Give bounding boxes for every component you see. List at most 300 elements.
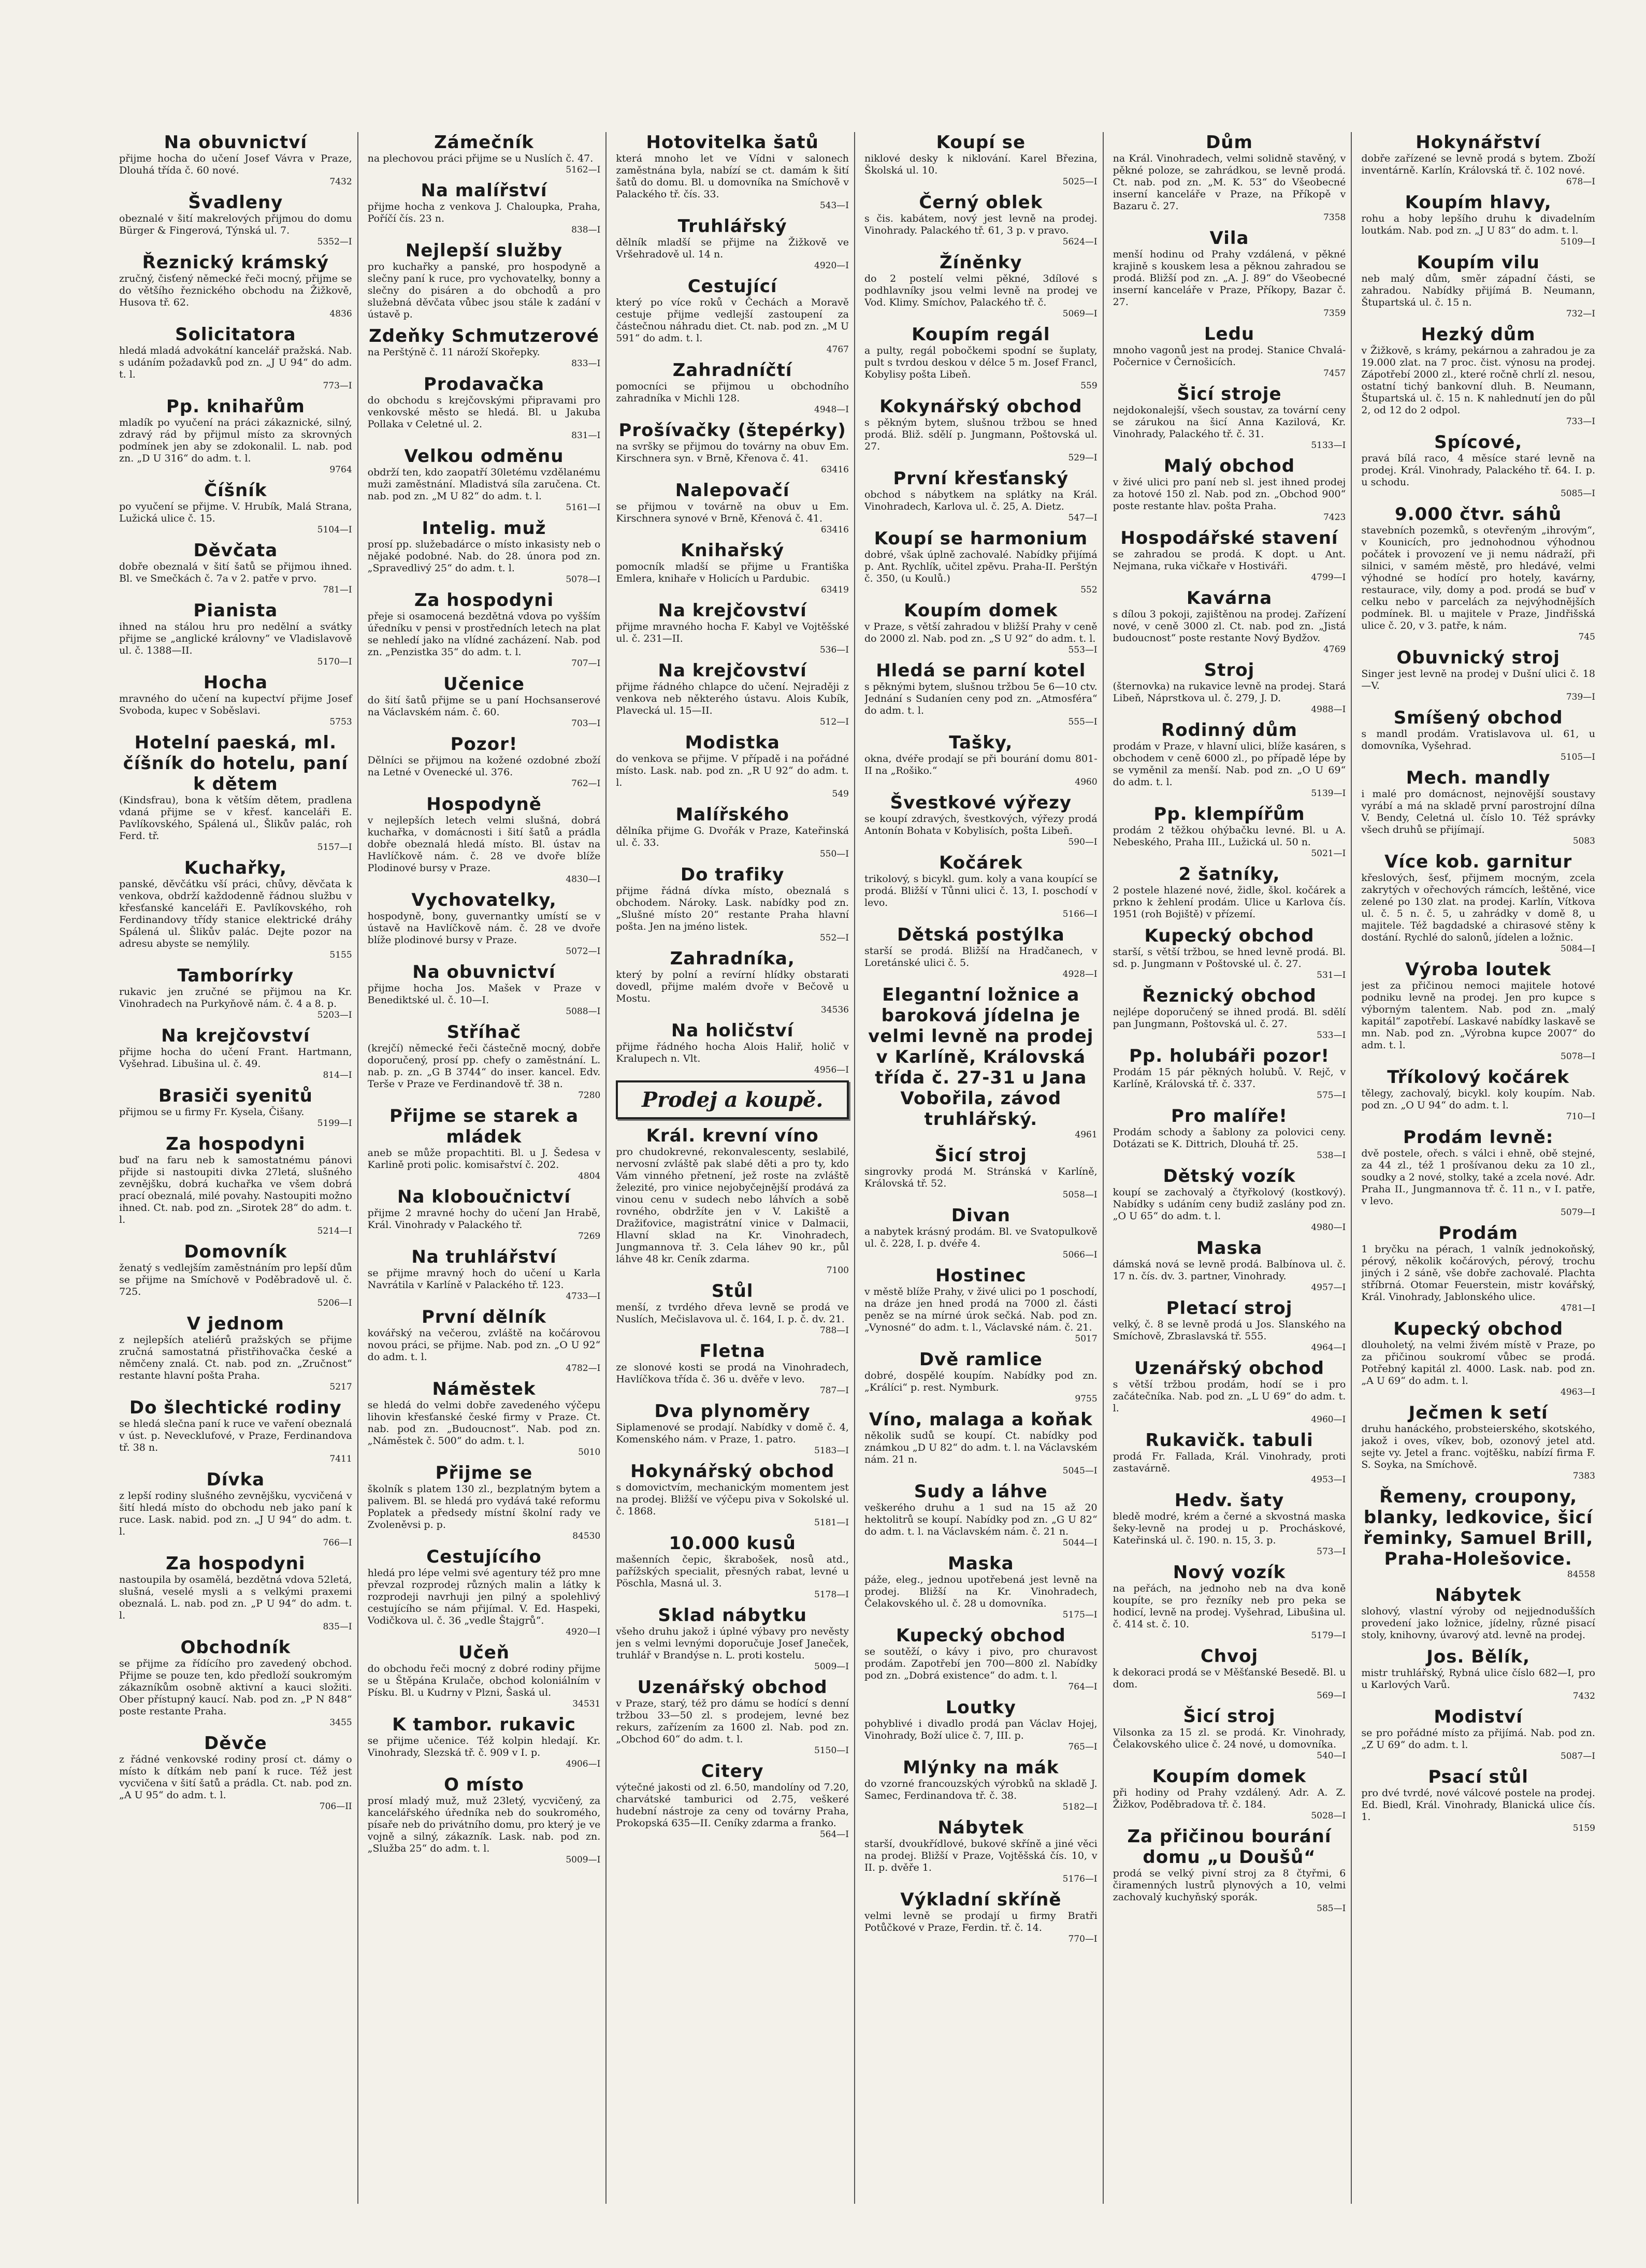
classified-ad bbox=[1113, 804, 1346, 859]
ad-title: Domovník bbox=[184, 1241, 287, 1262]
ad-title: Výroba loutek bbox=[1405, 959, 1552, 980]
ad-body: se přijme za řídícího pro zavedený obchod. Přijme se pouze ten, kdo předloží soukromým zákazníkům osobně aktivní a kauci složiti. Ober přístupný kaucí. Nab. pod zn. „P N 848“ poste restante Praha. bbox=[119, 1658, 352, 1717]
classified-ad bbox=[1113, 588, 1346, 655]
ad-body: všeho druhu jakož i úplné výbavy pro nevěsty jen s velmi levnými doporučuje Josef Janeček, truhlář v Brandýse n. L. proti kostelu. bbox=[616, 1626, 849, 1661]
ad-body: s čis. kabátem, nový jest levně na prodej. Vinohrady. Palackého tř. 61, 3 p. v pravo. bbox=[864, 213, 1098, 236]
ad-title: Tříkolový kočárek bbox=[1387, 1067, 1570, 1088]
ad-title: Malířského bbox=[675, 804, 789, 825]
ad-body: kovářský na večerou, zvláště na kočárovou novou práci, se přijme. Nab. pod zn. „O U 92“ do adm. t. l. bbox=[367, 1327, 601, 1363]
ad-code: 63419 bbox=[820, 585, 849, 595]
ad-code: 5139—I bbox=[1311, 788, 1346, 799]
ad-code: 838—I bbox=[571, 225, 601, 235]
ad-body: Prodám schody a šablony za polovici ceny. Dotázati se K. Dittrich, Dlouhá tř. 25. bbox=[1113, 1126, 1346, 1150]
ad-body: se koupí zdravých, švestkových, výřezy prodá Antonín Bohata v Kobylisích, pošta Libeň. bbox=[864, 813, 1098, 836]
ad-code: 533—I bbox=[1317, 1030, 1346, 1041]
ad-title: Koupím vilu bbox=[1417, 252, 1540, 273]
classified-ad bbox=[616, 864, 849, 943]
ad-code: 4961 bbox=[1075, 1130, 1098, 1140]
ad-body: nastoupila by osamělá, bezdětná vdova 52letá, slušná, veselé mysli a s velkými praxemi obeznalá. L. nab. pod zn. „P U 94“ do adm. t. l. bbox=[119, 1574, 352, 1621]
ad-body: i malé pro domácnost, nejnovější soustavy vyrábí a má na skladě první parostrojní dílna V. Bendy, Celetná ul. číslo 10. Též správky všech druhů se přijímají. bbox=[1361, 788, 1595, 835]
classified-ad bbox=[1361, 324, 1595, 427]
classified-ad bbox=[864, 600, 1098, 655]
classified-ad bbox=[616, 420, 849, 475]
ad-code: 585—I bbox=[1317, 1903, 1346, 1914]
classified-ad bbox=[864, 1757, 1098, 1812]
classified-ad bbox=[1113, 1106, 1346, 1161]
ad-code: 5183—I bbox=[814, 1446, 849, 1456]
ad-code: 5044—I bbox=[1062, 1538, 1098, 1548]
ad-body: z řádné venkovské rodiny prosí ct. dámy o místo k dítkám neb paní k ruce. Též jest vycvičena v šití šatů a prádla. Ct. nab. pod zn. „A U 95“ do adm. t. l. bbox=[119, 1754, 352, 1801]
ad-body: v městě blíže Prahy, v živé ulici po 1 poschodí, na dráze jen hned prodá na 7000 zl. části peněz se na mírné úrok sečká. Nab. pod zn. „Vynosné“ do adm. t. l., Václavské nám. č. 21. bbox=[864, 1286, 1098, 1333]
ad-body: pohyblivé i divadlo prodá pan Václav Hojej, Vinohrady, Boží ulice č. 7, III. p. bbox=[864, 1718, 1098, 1741]
ad-code: 745 bbox=[1578, 632, 1595, 642]
classified-ad bbox=[1113, 1166, 1346, 1233]
ad-title: Hledá se parní kotel bbox=[876, 660, 1086, 681]
ad-code: 4767 bbox=[826, 344, 849, 355]
classified-ad bbox=[368, 446, 601, 513]
classified-ad bbox=[119, 324, 352, 391]
classified-ad bbox=[1113, 720, 1346, 799]
ad-title: Víno, malaga a koňak bbox=[869, 1409, 1093, 1430]
ad-title: Za přičinou bourání domu „u Doušů“ bbox=[1127, 1826, 1332, 1868]
classified-ad bbox=[864, 324, 1098, 391]
ad-title: Citery bbox=[701, 1761, 764, 1782]
ad-code: 4920—I bbox=[566, 1627, 601, 1637]
ad-body: trikolový, s bicykl. gum. koly a vana koupící se prodá. Bližší v Tůnni ulici č. 13, I. poschodí v levo. bbox=[864, 873, 1098, 908]
classified-ad bbox=[1113, 1298, 1346, 1353]
ad-title: Koupí se bbox=[936, 132, 1026, 153]
classified-ad bbox=[616, 600, 849, 655]
classified-ad bbox=[616, 360, 849, 415]
ad-body: křeslových, šesť, přijmem mocným, zcela zakrytých v ořechových rámcích, leštěné, vice zelené po 130 zlat. na prodej. Karlín, Vítkova ul. č. 5 n. č. 5, u zahrádky v domě 8, u majitele. Též bagdadské a chirasové stěny k dostání. Rychlé do salonů, jídelen a ložnic. bbox=[1361, 872, 1595, 943]
classified-ad bbox=[1113, 1826, 1346, 1914]
ad-code: 547—I bbox=[1068, 513, 1098, 523]
ad-code: 732—I bbox=[1566, 309, 1595, 319]
ad-body: přijme hocha Jos. Mašek v Praze v Benediktské ul. č. 10—I. bbox=[367, 983, 601, 1006]
classified-ad bbox=[368, 180, 601, 235]
ad-title: Hotovitelka šatů bbox=[646, 132, 819, 153]
classified-ad bbox=[864, 132, 1098, 187]
ad-title: Na malířství bbox=[421, 180, 547, 201]
ad-title: Kavárna bbox=[1186, 588, 1273, 609]
ad-title: První dělník bbox=[421, 1307, 547, 1327]
classified-ad bbox=[1361, 252, 1595, 319]
ad-body: na Perštýně č. 11 nároží Skořepky. bbox=[367, 346, 540, 358]
classified-ad bbox=[864, 1265, 1098, 1344]
ad-body: Singer jest levně na prodej v Dušní ulici č. 18—V. bbox=[1361, 668, 1595, 691]
classified-ad bbox=[1113, 1490, 1346, 1557]
classified-ad bbox=[368, 374, 601, 441]
ad-title: Děvčata bbox=[193, 540, 278, 561]
ad-body: pomocníci se přijmou u obchodního zahradníka v Michli 128. bbox=[616, 381, 849, 404]
ad-title: Chvoj bbox=[1200, 1646, 1259, 1667]
classified-ad bbox=[864, 792, 1098, 847]
classified-ad bbox=[1113, 384, 1346, 451]
ad-title: Koupím domek bbox=[1152, 1766, 1307, 1787]
ad-code: 550—I bbox=[819, 849, 849, 859]
ad-body: který by polní a revírní hlídky obstarati dovedl, přijme malém dvoře v Bečově u Mostu. bbox=[616, 969, 849, 1004]
ad-title: Na krejčovství bbox=[658, 660, 807, 681]
ad-body: s větší tržbou prodám, hodí se i pro začátečníka. Nab. pod zn. „L U 69“ do adm. t. l. bbox=[1113, 1379, 1346, 1414]
ad-body: a nabytek krásný prodám. Bl. ve Svatopulkově ul. č. 228, I. p. dvéře 4. bbox=[864, 1226, 1098, 1249]
ad-code: 5179—I bbox=[1311, 1630, 1346, 1641]
ad-title: Rodinný dům bbox=[1161, 720, 1297, 741]
ad-code: 5028—I bbox=[1311, 1811, 1346, 1821]
ad-code: 5133—I bbox=[1311, 440, 1346, 451]
ad-title: Pletací stroj bbox=[1166, 1298, 1293, 1319]
classified-ad bbox=[368, 1187, 601, 1241]
classified-ad bbox=[119, 1241, 352, 1308]
ad-code: 63416 bbox=[820, 525, 849, 535]
ad-body: 2 postele hlazené nové, židle, škol. kočárek a prkno k žehlení prodám. Ulice u Karlova čís. 1951 (roh Bojiště) v přízemí. bbox=[1113, 885, 1346, 920]
ad-body: pro chudokrevné, rekonvalescenty, seslabilé, nervosní zvláště pak slabé děti a pro ty, kdo Vám vinného přetnení, jež roste na zvláště železité, pro vinice nejobyčejnější prodává za vinou cenu v sudech nebo láhvích a sobě rovného, obdržíte jen v V. Lakiště a Dražiťovice, magistrátní vinice v Dalmacii, Hlavní sklad na Kr. Vinohradech, Jungmannova tř. 3. Cela láhev 90 kr., půl láhve 48 kr. Ceník zdarma. bbox=[616, 1146, 849, 1265]
classified-ad bbox=[616, 1401, 849, 1456]
classified-ad bbox=[1361, 1767, 1595, 1833]
classified-ad bbox=[1113, 228, 1346, 319]
classified-ad bbox=[119, 1025, 352, 1080]
classified-ad bbox=[616, 804, 849, 859]
classified-ad bbox=[616, 276, 849, 355]
classified-ad bbox=[864, 1409, 1098, 1476]
ad-title: Stříhač bbox=[446, 1022, 522, 1043]
ad-title: Maska bbox=[1196, 1238, 1263, 1259]
ad-body: prosí mladý muž, muž 23letý, vycvičený, za kancelářského úředníka neb do soukromého, písaře neb do privátního domu, pro který je ve vojně a silný, zákazník. Lask. nab. pod zn. „Služba 25“ do adm. t. l. bbox=[367, 1795, 601, 1854]
ad-title: Zahradníčtí bbox=[672, 360, 792, 381]
ad-code: 7411 bbox=[329, 1454, 352, 1464]
ad-title: Smíšený obchod bbox=[1393, 707, 1563, 728]
ad-title: Žíněnky bbox=[940, 252, 1022, 273]
ad-code: 84530 bbox=[572, 1531, 601, 1541]
classified-ad bbox=[616, 1020, 849, 1075]
ad-code: 5088—I bbox=[566, 1006, 601, 1017]
ad-body: se přijme mravný hoch do učení u Karla Navrátila v Karlíně v Palackého tř. 123. bbox=[367, 1267, 601, 1291]
ad-title: Na krejčovství bbox=[161, 1025, 310, 1046]
ad-body: k dekoraci prodá se v Měšťanské Besedě. Bl. u dom. bbox=[1113, 1667, 1346, 1690]
ad-code: 540—I bbox=[1317, 1751, 1346, 1761]
column-2 bbox=[368, 132, 607, 2204]
ad-code: 5021—I bbox=[1311, 848, 1346, 859]
ad-body: starší se prodá. Bližší na Hradčanech, v Loretánské ulici č. 5. bbox=[864, 945, 1098, 969]
ad-title: Řeznický krámský bbox=[142, 252, 329, 273]
ad-title: Tašky, bbox=[949, 732, 1013, 753]
ad-code: 5025—I bbox=[1062, 177, 1098, 187]
classified-ad bbox=[864, 732, 1098, 787]
ad-body: velký, č. 8 se levně prodá u Jos. Slanského na Smíchově, Zbraslavská tř. 555. bbox=[1113, 1319, 1346, 1342]
ad-code: 5170—I bbox=[317, 657, 352, 667]
ad-title: Hedv. šaty bbox=[1174, 1490, 1284, 1511]
ad-title: Pp. knihařům bbox=[166, 396, 305, 417]
ad-body: na plechovou práci přijme se u Nuslích č. 47. bbox=[367, 153, 594, 164]
ad-code: 814—I bbox=[323, 1070, 352, 1080]
ad-title: Šicí stroje bbox=[1177, 384, 1282, 405]
ad-code: 5157—I bbox=[317, 842, 352, 853]
ad-code: 5045—I bbox=[1062, 1466, 1098, 1476]
ad-title: Hotelní paeská, ml. číšník do hotelu, paní k dětem bbox=[123, 732, 349, 794]
ad-body: přeje si osamocená bezdětná vdova po vyšším úředníku v pensi v prostředních letech na plat se nehledí jako na vlídné zacházení. Nab. pod zn. „Penzistka 35“ do adm. t. l. bbox=[367, 611, 601, 658]
classified-ad bbox=[119, 965, 352, 1020]
ad-title: Psací stůl bbox=[1428, 1767, 1528, 1787]
classified-ad bbox=[1113, 1766, 1346, 1821]
ad-title: 9.000 čtvr. sáhů bbox=[1395, 504, 1562, 525]
ad-body: koupí se zachovalý a čtyřkolový (kostkový). Nabídky s udáním ceny budiž zaslány pod zn. „O U 65“ do adm. t. l. bbox=[1113, 1187, 1346, 1222]
ad-code: 5181—I bbox=[814, 1518, 849, 1528]
ad-body: okna, dvéře prodají se při bourání domu 801-II na „Rošiko.“ bbox=[864, 753, 1098, 776]
ad-code: 762—I bbox=[571, 778, 601, 789]
ad-title: Ledu bbox=[1204, 324, 1255, 344]
ad-code: 7432 bbox=[1572, 1691, 1595, 1701]
ad-code: 5624—I bbox=[1062, 237, 1098, 247]
ad-code: 538—I bbox=[1317, 1150, 1346, 1161]
ad-code: 4980—I bbox=[1311, 1222, 1346, 1233]
ad-body: menší, z tvrdého dřeva levně se prodá ve Nuslích, Mečislavova ul. č. 164, I. p. č. dv. 21. bbox=[616, 1302, 849, 1325]
classified-ad bbox=[119, 396, 352, 475]
ad-title: Modistka bbox=[685, 732, 780, 753]
ad-code: 552 bbox=[1080, 585, 1098, 595]
ad-body: Dělníci se přijmou na kožené ozdobné zboží na Letné v Ovenecké ul. 376. bbox=[367, 755, 601, 778]
ad-body: do vzorné francouzských výrobků na skladě J. Samec, Ferdinandova tř. č. 38. bbox=[864, 1778, 1098, 1801]
classified-ad bbox=[368, 890, 601, 957]
ad-body: mašenních čepic, škrabošek, nosů atd., pařížských specialit, přesných rabat, levné u Pöschla, Masná ul. 3. bbox=[616, 1554, 849, 1589]
ad-title: Zahradníka, bbox=[670, 948, 795, 969]
classified-ad bbox=[119, 192, 352, 247]
ad-body: slohový, vlastní výroby od nejjednodušších provedení jako ložnice, jídelny, různé pisací stoly, knihovny, úvarový atd. levně na prodej. bbox=[1361, 1606, 1595, 1641]
ad-body: dělník mladší se přijme na Žižkově ve Vršehradově ul. 14 n. bbox=[616, 237, 849, 260]
ad-code: 5083 bbox=[1572, 836, 1595, 846]
ad-body: (Kindsfrau), bona k větším dětem, pradlena vdaná přijme se v křesť. kanceláři E. Pavlíkovského, Spálená ul., Šlikův palác, roh Ferd. tř. bbox=[119, 794, 352, 842]
ad-title: Na krejčovství bbox=[658, 600, 807, 621]
ad-title: Pro malíře! bbox=[1171, 1106, 1288, 1126]
ad-title: Vychovatelky, bbox=[411, 890, 557, 911]
ad-title: Hospodyně bbox=[426, 794, 542, 815]
ad-code: 5166—I bbox=[1062, 909, 1098, 919]
ad-body: dámská nová se levně prodá. Balbínova ul. č. 17 n. čís. dv. 3. partner, Vinohrady. bbox=[1113, 1259, 1346, 1282]
ad-code: 835—I bbox=[323, 1622, 352, 1632]
ad-body: do obchodu s krejčovskými připravami pro venkovské město se hledá. Bl. u Jakuba Pollaka v Celetné ul. 2. bbox=[367, 395, 601, 430]
ad-body: hledá pro lépe velmi své agentury též pro mne převzal rozprodej různých malin a látky k rozprodeji navrhuji jen pilný a spolehlivý cestujícího se nám přijímal. V. Ed. Haspeki, Vodičkova ul. č. 36 „vedle Štajgrů“. bbox=[367, 1567, 601, 1626]
ad-code: 5109—I bbox=[1561, 237, 1595, 247]
ad-code: 5104—I bbox=[317, 525, 352, 535]
classified-ad bbox=[368, 240, 601, 321]
classified-ad bbox=[616, 1281, 849, 1336]
ad-code: 4964—I bbox=[1311, 1342, 1346, 1353]
ad-title: Cestující bbox=[687, 276, 777, 297]
ad-code: 4769 bbox=[1323, 644, 1346, 655]
ad-title: Sklad nábytku bbox=[658, 1605, 807, 1626]
classified-ad bbox=[1113, 1430, 1346, 1485]
ad-body: s domovictvím, mechanickým momentem jest na prodej. Bližší ve výčepu piva v Sokolské ul. č. 1868. bbox=[616, 1482, 849, 1517]
classified-ad bbox=[864, 1625, 1098, 1692]
classified-ad bbox=[1113, 1238, 1346, 1293]
ad-title: Na kloboučnictví bbox=[397, 1187, 571, 1207]
ad-code: 773—I bbox=[323, 381, 352, 391]
classified-ad bbox=[1361, 192, 1595, 247]
ad-title: Dva plynoměry bbox=[654, 1401, 811, 1422]
ad-code: 5150—I bbox=[814, 1745, 849, 1756]
classified-ad bbox=[616, 948, 849, 1015]
classified-ad bbox=[119, 1553, 352, 1632]
ad-body: bledě modré, krém a černé a skvostná maska šeky-levně na prodej u p. Procháskové, Kateřinská ul. č. 190. n. 15, 3. p. bbox=[1113, 1511, 1346, 1546]
ad-title: Na obuvnictví bbox=[164, 132, 308, 153]
classified-ad bbox=[1361, 707, 1595, 762]
ad-code: 4782—I bbox=[566, 1363, 601, 1374]
ad-code: 34536 bbox=[820, 1005, 849, 1015]
ad-title: Kupecký obchod bbox=[1393, 1319, 1564, 1339]
ad-body: starší, s větší tržbou, se hned levně prodá. Bl. sd. p. Jungmann v Poštovské ul. č. 27. bbox=[1113, 946, 1346, 970]
ad-code: 5058—I bbox=[1062, 1190, 1098, 1200]
classified-ad bbox=[1361, 132, 1595, 187]
classified-ad bbox=[864, 528, 1098, 595]
ad-body: z nejlepších ateliérů pražských se přijme zručná samostatná přistřihovačka české a němčeny znalá. Ct. nab. pod zn. „Zručnost“ restante hlavní pošta Praha. bbox=[119, 1334, 352, 1381]
classified-ad bbox=[368, 1714, 601, 1769]
classified-ad bbox=[864, 1481, 1098, 1548]
classified-ad bbox=[616, 132, 849, 211]
ad-code: 552—I bbox=[819, 933, 849, 943]
ad-body: prodá se velký pivní stroj za 8 čtyřmi, 6 čiramenných lustrů plynových a 10, velmi zachovalý kuchyňský sporák. bbox=[1113, 1868, 1346, 1903]
ad-code: 4963—I bbox=[1561, 1387, 1595, 1397]
ad-title: První křesťanský bbox=[893, 468, 1069, 489]
ad-code: 5161—I bbox=[566, 502, 601, 513]
classified-ad bbox=[864, 1817, 1098, 1884]
ad-body: aneb se může propachtiti. Bl. u J. Šedesa v Karlině proti polic. komisařství č. 202. bbox=[367, 1147, 601, 1171]
ad-title: Nábytek bbox=[937, 1817, 1024, 1838]
ad-title: Ječmen k setí bbox=[1408, 1403, 1548, 1423]
classified-ad bbox=[119, 132, 352, 187]
ad-code: 4799—I bbox=[1311, 572, 1346, 583]
ad-title: Prodám levně: bbox=[1403, 1127, 1554, 1148]
ad-body: po vyučení se přijme. V. Hrubík, Malá Strana, Lužická ulice č. 15. bbox=[119, 501, 352, 524]
classified-ad bbox=[119, 1637, 352, 1728]
classified-ad bbox=[119, 1086, 352, 1129]
ad-title: K tambor. rukavic bbox=[392, 1714, 576, 1735]
ad-code: 5017 bbox=[1075, 1334, 1098, 1344]
classified-ad bbox=[1361, 1067, 1595, 1122]
ad-code: 5087—I bbox=[1561, 1751, 1595, 1761]
classified-ad bbox=[864, 985, 1098, 1140]
ad-title: Koupím hlavy, bbox=[1405, 192, 1552, 213]
ad-title: Prodám bbox=[1438, 1223, 1519, 1244]
ad-code: 63416 bbox=[820, 465, 849, 475]
classified-ad bbox=[368, 326, 601, 369]
ad-title: Švadleny bbox=[188, 192, 283, 213]
ad-code: 766—I bbox=[323, 1538, 352, 1548]
classified-ad bbox=[1361, 1127, 1595, 1218]
classified-ad bbox=[119, 1313, 352, 1392]
ad-code: 739—I bbox=[1566, 692, 1595, 702]
classified-ad bbox=[616, 480, 849, 535]
ad-code: 3455 bbox=[329, 1717, 352, 1728]
classified-ad bbox=[368, 1247, 601, 1302]
ad-code: 5182—I bbox=[1062, 1802, 1098, 1812]
ad-body: pomocník mladší se přijme u Františka Emlera, knihaře v Holicích u Pardubic. bbox=[616, 561, 849, 584]
ad-title: Pp. holubáři pozor! bbox=[1129, 1046, 1330, 1066]
ad-title: Nalepovačí bbox=[675, 480, 790, 501]
classified-ad bbox=[1361, 1319, 1595, 1397]
ad-body: s mandl prodám. Vratislavova ul. 61, u domovníka, Vyšehrad. bbox=[1361, 728, 1595, 752]
ad-code: 4836 bbox=[329, 309, 352, 319]
classified-ad bbox=[368, 1022, 601, 1101]
ad-code: 543—I bbox=[819, 200, 849, 211]
classified-ad bbox=[119, 480, 352, 535]
classified-ad bbox=[119, 672, 352, 727]
ad-body: se přijme učenice. Též kolpin hledají. Kr. Vinohrady, Slezská tř. č. 909 v I. p. bbox=[367, 1735, 601, 1758]
ad-title: Knihařský bbox=[681, 540, 785, 561]
classified-ad bbox=[616, 1605, 849, 1672]
ad-body: prodám v Praze, v hlavní ulici, blíže kasáren, s obchodem v ceně 6000 zl., po případě lépe by se vyměnil za menší. Nab. pod zn. „O U 69“ do adm. t. l. bbox=[1113, 741, 1346, 788]
ad-body: Siplamenové se prodají. Nabídky v domě č. 4, Komenského nám. v Praze, 1. patro. bbox=[616, 1422, 849, 1445]
ad-code: 5010 bbox=[578, 1447, 601, 1457]
ad-body: na svršky se přijmou do továrny na obuv Em. Kirschnera syn. v Brně, Křenova č. 41. bbox=[616, 441, 849, 464]
ad-code: 5009—I bbox=[566, 1855, 601, 1865]
ad-title: 2 šatníky, bbox=[1178, 864, 1280, 885]
classified-ad bbox=[1113, 528, 1346, 583]
column-4 bbox=[864, 132, 1104, 2204]
ad-body: do šití šatů přijme se u paní Hochsanserové na Václavském nám. č. 60. bbox=[367, 695, 601, 718]
ad-code: 5199—I bbox=[317, 1118, 352, 1129]
ad-title: Za hospodyni bbox=[414, 590, 554, 611]
classified-ad bbox=[368, 132, 601, 175]
classified-ad bbox=[864, 468, 1098, 523]
ad-body: v Praze, starý, též pro dámu se hodící s denní tržbou 33—50 zl. s prodejem, levné bez rekurs, zařízením za 1600 zl. Nab. pod zn. „Obchod 60“ do adm. t. l. bbox=[616, 1698, 849, 1745]
classified-ad bbox=[119, 732, 352, 853]
ad-body: s pěknými bytem, slušnou tržbou 5e 6—10 ctv. Jednání s Sudaníen ceny pod zn. „Atmosféra“ do adm. t. l. bbox=[864, 681, 1098, 716]
ad-title: Řemeny, croupony, blanky, ledkovice, šicí řeminky, Samuel Brill, Praha-Holešovice. bbox=[1363, 1486, 1594, 1569]
ad-title: Náměstek bbox=[432, 1379, 536, 1399]
ad-code: 549 bbox=[832, 789, 849, 799]
classified-ad bbox=[119, 600, 352, 667]
ad-body: druhu hanáckého, probsteierského, skotského, jakož i oves, víkev, bob, ozonový jetel atd. sejte vy. Jetel a franc. vojtěšku, nabízí firma F. S. Soyka, na Smíchově. bbox=[1361, 1423, 1595, 1470]
classified-ad bbox=[1113, 864, 1346, 920]
ad-title: Přijme se starek a mládek bbox=[389, 1106, 579, 1147]
ad-code: 4830—I bbox=[566, 874, 601, 885]
ad-body: výtečné jakosti od zl. 6.50, mandolíny od 7.20, charvátské tamburici od 2.75, veškeré hudební nástroje za ceny od továrny Praha, Prokopská 635—II. Ceníky zdarma a franko. bbox=[616, 1782, 849, 1829]
ad-code: 575—I bbox=[1317, 1090, 1346, 1101]
ad-title: Do trafiky bbox=[680, 864, 785, 885]
ad-body: do venkova se přijme. V případě i na pořádné místo. Lask. nab. pod zn. „R U 92“ do adm. t. l. bbox=[616, 753, 849, 788]
ad-body: se zahradou se prodá. K dopt. u Ant. Nejmana, ruka vičkaře v Hostiváři. bbox=[1113, 548, 1346, 572]
ad-body: veškerého druhu a 1 sud na 15 až 20 hektolitrů se koupí. Nabídky pod zn. „G U 82“ do adm. t. l. na Václavském nám. č. 21 n. bbox=[864, 1502, 1098, 1537]
ad-title: Šicí stroj bbox=[1183, 1706, 1276, 1727]
classified-ad bbox=[1361, 1646, 1595, 1701]
classified-ad bbox=[864, 396, 1098, 463]
section-banner: Prodej a koupě. bbox=[616, 1080, 849, 1119]
ad-code: 764—I bbox=[1068, 1682, 1098, 1692]
ad-code: 781—I bbox=[323, 585, 352, 595]
classified-ad bbox=[119, 1134, 352, 1236]
classified-ad bbox=[119, 252, 352, 319]
ad-body: přijme hocha z venkova J. Chaloupka, Praha, Poříčí čís. 23 n. bbox=[367, 201, 601, 224]
ad-title: Velkou odměnu bbox=[404, 446, 564, 467]
ad-body: obdrží ten, kdo zaopatří 30letému vzdělanému muži zaměstnání. Mladistvá síla zaručena. Ct. nab. pod zn. „M U 82“ do adm. t. l. bbox=[367, 467, 601, 502]
ad-title: O místo bbox=[444, 1774, 524, 1795]
ad-code: 536—I bbox=[819, 645, 849, 655]
classified-ad bbox=[864, 1697, 1098, 1752]
classified-ad bbox=[1361, 647, 1595, 702]
ad-title: Obchodník bbox=[180, 1637, 291, 1658]
ad-title: Děvče bbox=[204, 1733, 267, 1754]
ad-code: 787—I bbox=[819, 1385, 849, 1396]
classified-ad bbox=[1113, 660, 1346, 715]
ad-body: ze slonové kosti se prodá na Vinohradech, Havlíčkova třída č. 36 u. dvěře v levo. bbox=[616, 1362, 849, 1385]
ad-body: přijmou se u firmy Fr. Kysela, Čišany. bbox=[119, 1106, 305, 1118]
ad-code: 5079—I bbox=[1561, 1207, 1595, 1218]
ad-code: 788—I bbox=[819, 1325, 849, 1336]
ad-code: 710—I bbox=[1566, 1111, 1595, 1122]
ad-code: 703—I bbox=[571, 718, 601, 729]
ad-body: v Žižkově, s krámy, pekárnou a zahradou je za 19.000 zlat. na 7 proc. čist. výnosu na prodej. Zápotřebí 2000 zl., které ročně chrlí zl. nesou, ostatní tichý bankovní dluh. B. Neumann, Štupartská ul. č. 15 n. K nahlednutí jen do půl 2, od 12 do 2 odpol. bbox=[1361, 345, 1595, 416]
classified-ad bbox=[119, 1397, 352, 1464]
classified-ad bbox=[368, 1642, 601, 1709]
ad-title: Dvě ramlice bbox=[919, 1349, 1043, 1370]
